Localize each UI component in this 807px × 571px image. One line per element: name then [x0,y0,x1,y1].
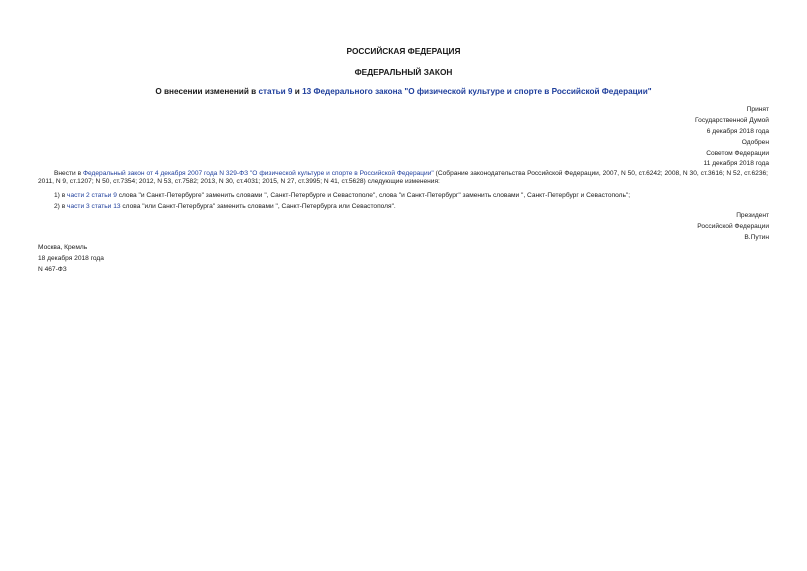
intro-prefix: Внести в [54,170,83,177]
signing-place: Москва, Кремль [38,244,88,251]
country-heading: РОССИЙСКАЯ ФЕДЕРАЦИЯ [346,46,461,56]
signing-date: 18 декабря 2018 года [38,255,104,262]
title-and: и [292,87,303,96]
approved-by-council: Советом Федерации [706,150,769,157]
title-link-law[interactable]: Федерального закона "О физической культуре и спорте в Российской Федерации" [311,87,652,96]
item1-suffix: слова "и Санкт-Петербурге" заменить словами ", Санкт-Петербурге и Севастополе", слова "и Санкт-Петербург" заменить словами ", Санкт-Петербург и Севастополь"; [116,192,631,199]
title-prefix: О внесении изменений в [155,87,259,96]
title-link-article-9[interactable]: статьи 9 [258,87,293,96]
adopted-by-duma: Государственной Думой [695,117,769,124]
title-link-article-13[interactable]: 13 [302,87,312,96]
intro-suffix: (Собрание законодательства Российской Федерации, 2007, N 50, ст.6242; 2008, N 30, ст.3616; N 52, ст.6236; 2011, N 9, ст.1207; N 50, ст.7354; 2012, N 53, ст.7582; 2013, N 30, ст.4031; 2015, N 27, ст.3995; N 41, ст.5628) следующие изменения: [38,170,769,185]
law-number: N 467-ФЗ [38,266,67,273]
item2-prefix: 2) в [54,203,68,210]
duma-date: 6 декабря 2018 года [706,128,769,135]
change-item-1 [38,192,784,200]
approved-label: Одобрен [741,139,769,146]
change-item-2 [38,203,784,211]
law-type-heading: ФЕДЕРАЛЬНЫЙ ЗАКОН [354,67,453,77]
signatory-position-1: Президент [736,212,769,219]
law-title [0,87,807,97]
adopted-label: Принят [746,106,769,113]
council-date: 11 декабря 2018 года [703,160,769,167]
signatory-position-2: Российской Федерации [697,223,769,230]
item2-suffix: слова "или Санкт-Петербурга" заменить словами ", Санкт-Петербурга или Севастополя". [120,203,396,210]
item2-link[interactable]: части 3 статьи 13 [67,203,121,210]
item1-link[interactable]: части 2 статьи 9 [67,192,117,199]
signatory-name: В.Путин [744,234,769,241]
intro-law-link[interactable]: Федеральный закон от 4 декабря 2007 года N 329-ФЗ "О физической культуре и спорте в Российской Федерации" [83,170,434,177]
item1-prefix: 1) в [54,192,68,199]
intro-paragraph [38,170,768,186]
